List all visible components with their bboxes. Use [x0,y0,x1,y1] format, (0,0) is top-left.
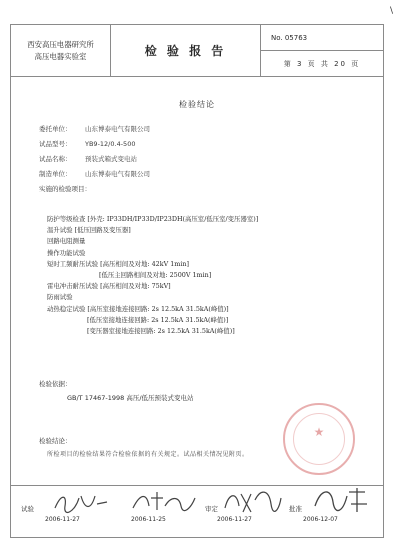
test-item: 短时工频耐压试验 [高压相间及对地: 42kV 1min] [47,259,189,268]
page-indicator: 第 3 页 共 20 页 [283,60,361,68]
corner-mark: \ [390,6,394,16]
checker-signature [129,488,199,516]
basis-value: GB/T 17467-1998 高压/低压预装式变电站 [67,394,194,402]
stamp-inner-ring [293,413,345,465]
tester-label: 试验 [21,505,34,513]
test-item: [低压主回路相间及对地: 2500V 1min] [99,270,212,279]
approver-signature [311,486,371,516]
report-header [11,25,383,77]
conclusion-label: 检验结论： [39,437,72,445]
manufacturer-label: 制造单位： [39,170,72,178]
test-item: 防护等级检查 [外壳: IP33DH/IP33D/IP23DH(高压室/低压室/变压器室)] [47,215,259,223]
model-label: 试品型号： [39,140,72,148]
official-stamp [283,403,355,475]
institution-line-2: 高压电器实验室 [34,52,87,61]
test-item: 雷电冲击耐压试验 [高压相间及对地: 75kV] [47,282,171,291]
reviewer-label: 审定 [205,505,218,513]
tests-label: 实施的检验项目： [39,185,91,193]
checker-date: 2006-11-25 [131,516,166,523]
client-field [39,124,150,133]
test-item: [低压室接地连接回路: 2s 12.5kA 31.5kA(峰值)] [87,315,229,324]
test-item: 温升试验 [低压回路及变压器] [47,226,131,235]
reviewer-signature [221,486,285,516]
test-item: 回路电阻测量 [47,237,86,246]
test-item: 防雨试验 [47,293,73,302]
manufacturer-field [39,169,150,178]
star-icon: ★ [313,425,325,439]
product-name-field [39,154,137,163]
approver-date: 2006-12-07 [303,516,338,523]
test-item: 动热稳定试验 [高压室接地连接回路: 2s 12.5kA 31.5kA(峰值)] [47,304,229,313]
product-name-value: 预装式箱式变电站 [85,155,137,163]
report-page [10,24,384,538]
signature-footer [11,485,383,537]
tester-signature [51,490,111,516]
institution-line-1: 西安高压电器研究所 [27,40,94,49]
manufacturer-value: 山东博泰电气有限公司 [85,170,150,178]
test-item: 操作功能试验 [47,248,86,257]
conclusion-text: 所检项目的检验结果符合检验依据的有关规定。试品相关情况见附页。 [47,451,249,458]
model-value: YB9-12/0.4-500 [85,140,136,148]
report-number: No. 05763 [261,25,383,51]
basis-label: 检验依据： [39,380,72,388]
client-value: 山东博泰电气有限公司 [85,125,150,133]
institution-name [11,25,111,77]
approver-label: 批准 [289,505,302,513]
reviewer-date: 2006-11-27 [217,516,252,523]
product-name-label: 试品名称： [39,155,72,163]
client-label: 委托单位： [39,125,72,133]
test-items-list [47,214,377,337]
section-title: 检验结论 [179,100,215,109]
test-item: [变压器室接地连接回路: 2s 12.5kA 31.5kA(峰值)] [87,326,235,335]
tester-date: 2006-11-27 [45,516,80,523]
report-title: 检 验 报 告 [111,25,261,77]
model-field [39,139,135,148]
